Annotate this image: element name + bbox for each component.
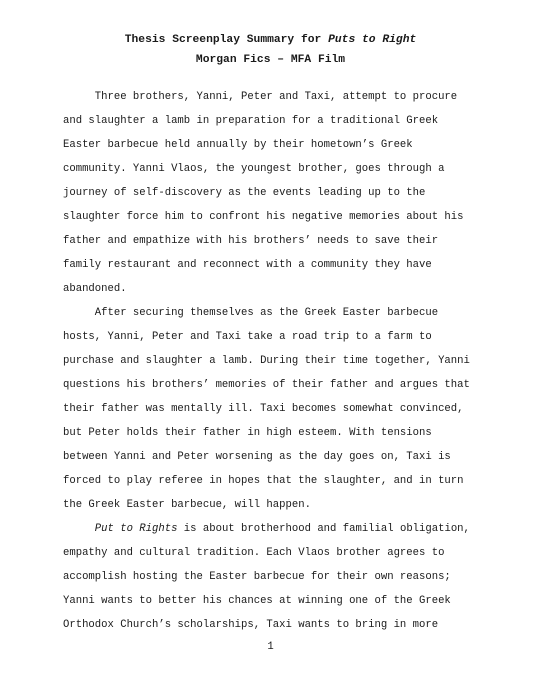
text-segment: abandoned. — [63, 283, 127, 295]
text-line — [63, 325, 483, 349]
text-segment: Orthodox Church’s scholarships, Taxi wants to bring in more — [63, 619, 439, 631]
page-number: 1 — [267, 641, 274, 653]
text-line — [63, 373, 483, 397]
text-segment: the Greek Easter barbecue, will happen. — [63, 499, 311, 511]
text-line — [63, 181, 483, 205]
text-segment: hosts, Yanni, Peter and Taxi take a road trip to a farm to — [63, 331, 432, 343]
document-subtitle: Morgan Fics – MFA Film — [195, 54, 346, 66]
text-line — [63, 613, 483, 637]
text-segment: between Yanni and Peter worsening as the day goes on, Taxi is — [63, 451, 451, 463]
text-segment: forced to play referee in hopes that the slaughter, and in turn — [63, 475, 464, 487]
document-title — [0, 30, 541, 50]
text-segment — [63, 523, 95, 535]
text-line — [63, 85, 483, 109]
text-segment: but Peter holds their father in high esteem. With tensions — [63, 427, 432, 439]
text-line — [63, 565, 483, 589]
text-segment: family restaurant and reconnect with a community they have — [63, 259, 432, 271]
text-segment: accomplish hosting the Easter barbecue for their own reasons; — [63, 571, 451, 583]
text-line — [63, 277, 483, 301]
text-segment: After securing themselves as the Greek Easter barbecue — [63, 307, 439, 319]
text-line — [63, 517, 483, 541]
text-line — [63, 133, 483, 157]
text-line — [63, 157, 483, 181]
text-segment: purchase and slaughter a lamb. During their time together, Yanni — [63, 355, 470, 367]
text-segment: and slaughter a lamb in preparation for a traditional Greek — [63, 115, 439, 127]
text-line — [63, 109, 483, 133]
text-segment: Yanni wants to better his chances at winning one of the Greek — [63, 595, 451, 607]
title-italic: Puts to Right — [328, 34, 417, 46]
text-line — [63, 205, 483, 229]
document-body — [63, 85, 483, 637]
italic-text: Put to Rights — [94, 523, 178, 535]
text-line — [63, 301, 483, 325]
text-line — [63, 349, 483, 373]
title-prefix: Thesis Screenplay Summary for — [124, 34, 329, 46]
text-line — [63, 253, 483, 277]
text-segment: community. Yanni Vlaos, the youngest brother, goes through a — [63, 163, 445, 175]
text-segment: questions his brothers’ memories of their father and argues that — [63, 379, 470, 391]
text-line — [63, 421, 483, 445]
text-line — [63, 541, 483, 565]
text-segment: father and empathize with his brothers’ needs to save their — [63, 235, 439, 247]
text-line — [63, 445, 483, 469]
text-segment: Three brothers, Yanni, Peter and Taxi, attempt to procure — [63, 91, 458, 103]
text-line — [63, 469, 483, 493]
title-block — [0, 30, 541, 70]
text-line — [63, 397, 483, 421]
text-segment: their father was mentally ill. Taxi becomes somewhat convinced, — [63, 403, 464, 415]
text-segment: empathy and cultural tradition. Each Vlaos brother agrees to — [63, 547, 445, 559]
text-segment: journey of self-discovery as the events leading up to the — [63, 187, 426, 199]
text-line — [63, 589, 483, 613]
text-line — [63, 229, 483, 253]
text-segment: slaughter force him to confront his negative memories about his — [63, 211, 464, 223]
text-segment: Easter barbecue held annually by their hometown’s Greek — [63, 139, 413, 151]
text-line — [63, 493, 483, 517]
text-segment: is about brotherhood and familial obligation, — [177, 523, 470, 535]
